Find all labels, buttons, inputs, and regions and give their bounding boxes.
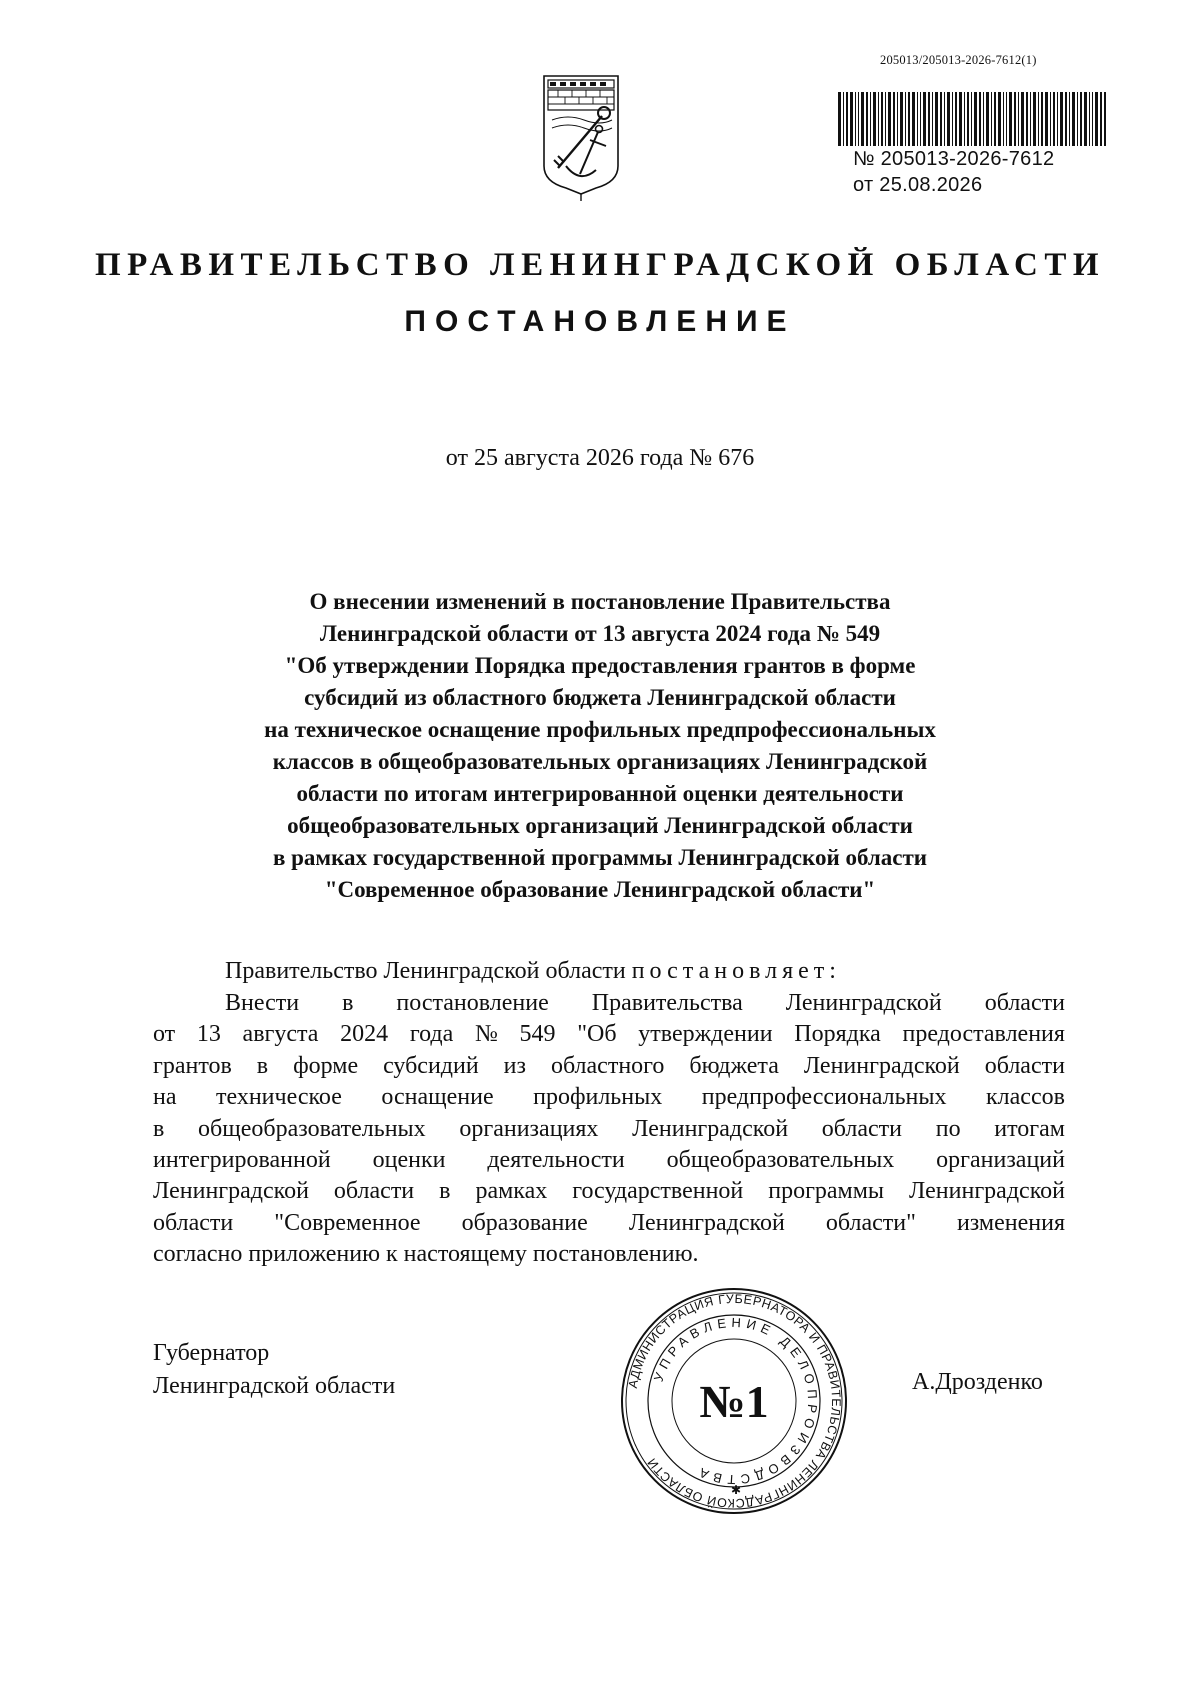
body-word: Порядка [794,1021,881,1048]
body-word: 2024 [340,1021,389,1048]
body-word: итогам [994,1115,1065,1142]
body-word: Ленинградской [632,1115,789,1142]
body-word: техническое [216,1084,342,1111]
body-word: августа [242,1021,319,1048]
resolution-body [153,988,1065,1271]
body-word: утверждении [638,1021,773,1048]
subject-line: субсидий из областного бюджета Ленинградской области [304,685,896,710]
signer-position-line: Губернатор [153,1340,270,1366]
subject-line: в рамках государственной программы Ленинградской области [272,845,928,870]
registration-date: от 25.08.2026 [853,174,983,196]
body-word: Ленинградской [153,1178,309,1205]
signer-position [153,1337,395,1403]
body-line [153,1114,1065,1145]
body-word: грантов [153,1052,232,1079]
body-word: рамках [475,1178,548,1205]
body-line [153,1082,1065,1113]
document-date-number: от 25 августа 2026 года № 676 [445,445,755,471]
subject-line: "Об утверждении Порядка предоставления грантов в форме [284,653,916,678]
body-word: субсидий [383,1052,479,1079]
body-word: 549 [519,1021,556,1048]
body-word: образование [461,1209,588,1236]
subject-line: области по итогам интегрированной оценки деятельности [296,781,904,806]
body-word: классов [986,1084,1065,1111]
body-word: областного [550,1052,665,1079]
body-word: Ленинградской [803,1052,960,1079]
official-seal [618,1285,850,1517]
body-word: оценки [372,1147,446,1174]
body-word: по [935,1115,961,1142]
preamble-authority: Правительство Ленинградской области [225,958,626,984]
body-word: программы [768,1178,885,1205]
barcode-icon [838,92,1106,146]
body-word: предпрофессиональных [701,1084,947,1111]
body-line: согласно приложению к настоящему постановлению. [153,1241,699,1268]
body-word: от [153,1021,176,1048]
authority-title: ПРАВИТЕЛЬСТВО ЛЕНИНГРАДСКОЙ ОБЛАСТИ [94,247,1106,283]
body-word: оснащение [381,1084,494,1111]
subject-line: "Современное образование Ленинградской области" [324,877,876,902]
body-line [153,988,1065,1019]
body-word: в [153,1115,165,1142]
seal-inner-text: УПРАВЛЕНИЕ ДЕЛОПРОИЗВОДСТВА [650,1314,821,1488]
signer-position-line: Ленинградской области [153,1373,396,1399]
subject-line: классов в общеобразовательных организациях Ленинградской [272,749,928,774]
subject-line: на техническое оснащение профильных предпрофессиональных [264,717,936,742]
body-word: из [503,1052,526,1079]
seal-number: №1 [699,1376,769,1427]
preamble-resolves: постановляет: [631,958,841,984]
body-line [153,1176,1065,1207]
signer-name: А.Дрозденко [912,1369,1043,1395]
preamble [225,958,841,985]
body-line [153,1208,1065,1239]
body-line [153,1019,1065,1050]
body-word: интегрированной [153,1147,331,1174]
body-word: области" [825,1209,916,1236]
seal-outer-text: АДМИНИСТРАЦИЯ ГУБЕРНАТОРА И ПРАВИТЕЛЬСТВА ЛЕНИНГРАДСКОЙ ОБЛАСТИ [625,1291,844,1511]
body-word: Ленинградской [785,990,942,1016]
body-word: организаций [936,1147,1065,1174]
body-word: форме [293,1052,359,1079]
body-word: "Об [577,1021,617,1048]
body-word: области [153,1209,234,1236]
body-line [153,1145,1065,1176]
body-word: в [256,1052,269,1079]
body-word: деятельности [487,1147,625,1174]
body-word: на [153,1084,177,1111]
body-word: предоставления [902,1021,1065,1048]
body-word: общеобразовательных [198,1115,426,1142]
body-word: в [342,990,354,1016]
body-word: в [439,1178,451,1205]
registration-number: № 205013-2026-7612 [853,148,1055,170]
body-word: области [984,990,1065,1016]
body-word: Ленинградской [628,1209,785,1236]
body-word: области [333,1178,415,1205]
coat-of-arms-icon [538,70,624,204]
reference-code: 205013/205013-2026-7612(1) [880,53,1037,67]
body-word: организациях [459,1115,599,1142]
body-word: Правительства [591,990,743,1016]
seal-star-icon: ✱ [730,1483,742,1497]
body-word: года [409,1021,454,1048]
body-word: области [821,1115,903,1142]
subject-line: О внесении изменений в постановление Правительства [309,589,891,614]
body-word: № [474,1021,498,1048]
body-word: постановление [396,990,549,1016]
body-word: 13 [196,1021,221,1048]
body-word: бюджета [689,1052,779,1079]
subject-line: Ленинградской области от 13 августа 2024 года № 549 [319,621,881,646]
document-subject [0,586,1200,906]
body-line [153,1051,1065,1082]
body-word: изменения [956,1209,1065,1236]
body-word: государственной [572,1178,744,1205]
body-word: Внести [225,990,300,1016]
body-word: области [984,1052,1065,1079]
body-word: профильных [533,1084,663,1111]
body-word: общеобразовательных [666,1147,895,1174]
document-type: ПОСТАНОВЛЕНИЕ [404,305,796,338]
body-word: "Современное [274,1209,421,1236]
subject-line: общеобразовательных организаций Ленинградской области [287,813,913,838]
body-word: Ленинградской [909,1178,1065,1205]
